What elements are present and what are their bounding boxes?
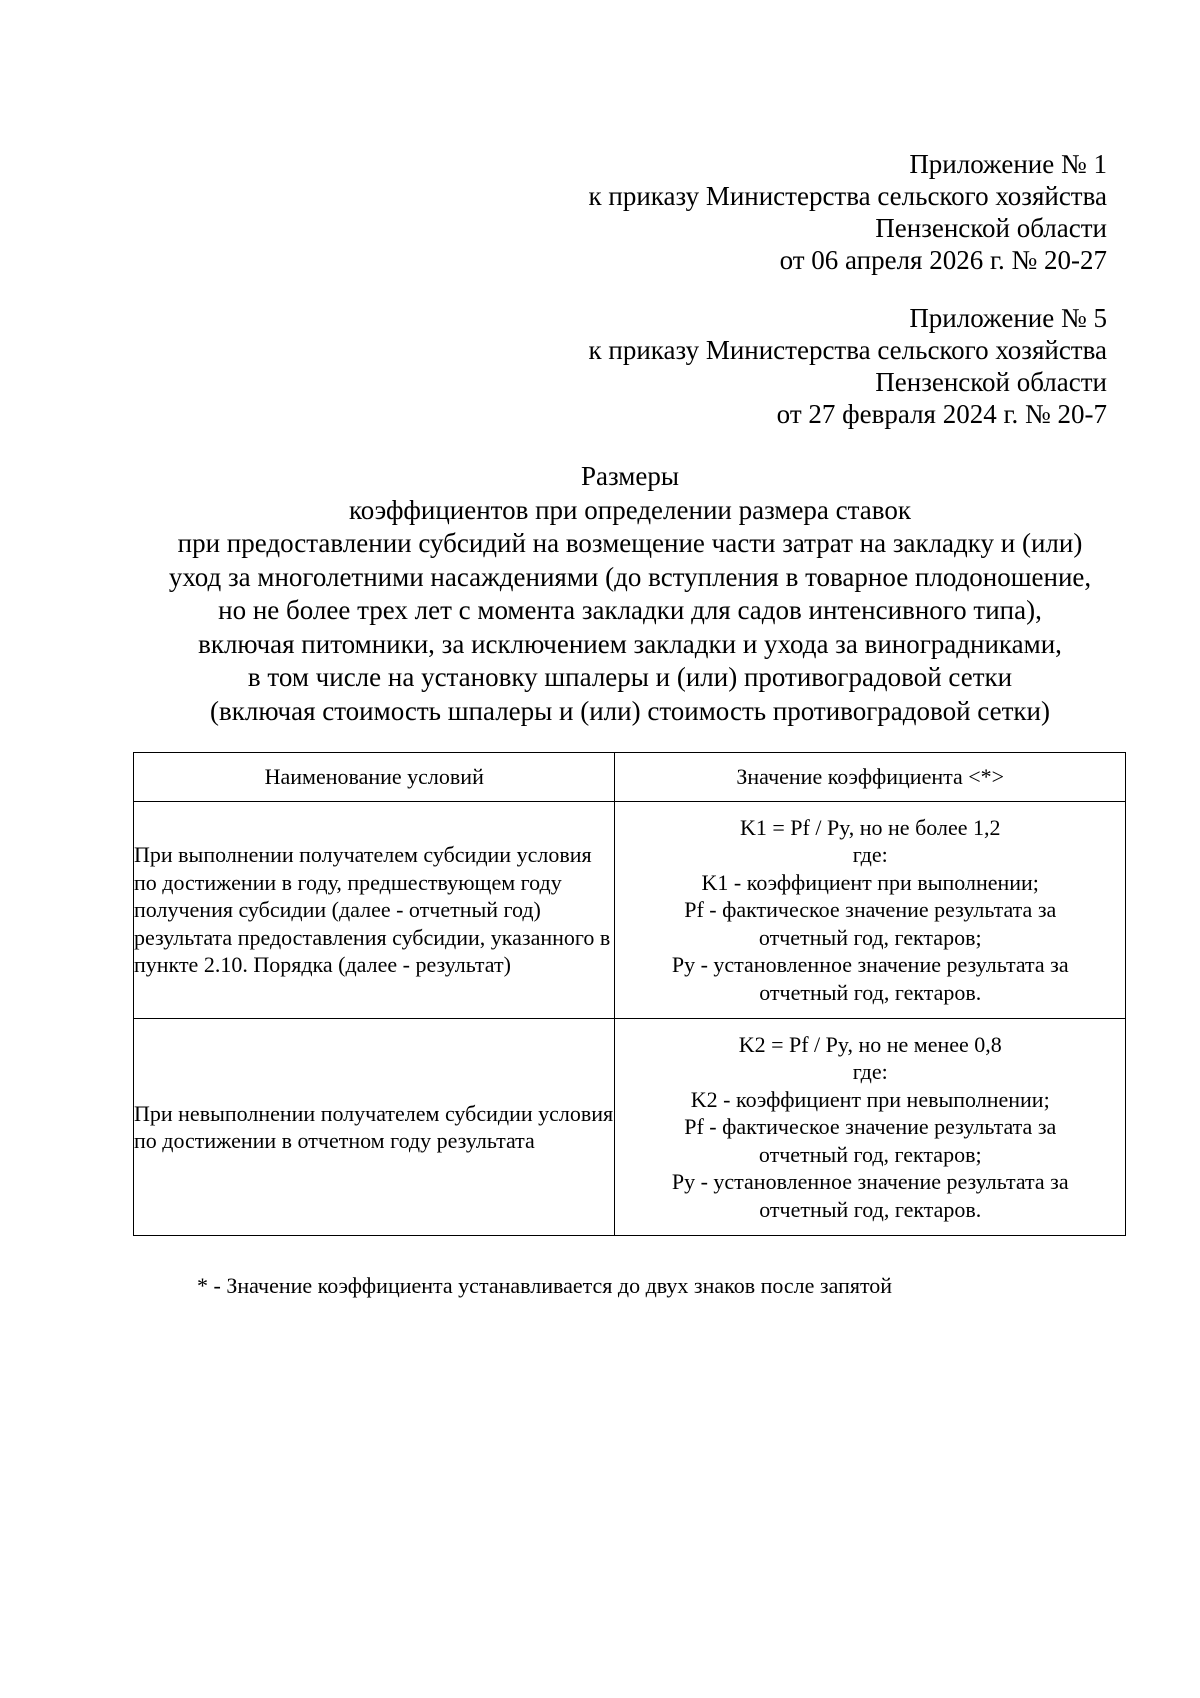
coefficient-line: Py - установленное значение результата за bbox=[671, 1169, 1069, 1195]
appendix-5-line: от 27 февраля 2024 г. № 20-7 bbox=[776, 399, 1107, 429]
title-line: при предоставлении субсидий на возмещение части затрат на закладку и (или) bbox=[177, 528, 1083, 558]
title-line: но не более трех лет с момента закладки для садов интенсивного типа), bbox=[218, 595, 1042, 625]
title-line: Размеры bbox=[581, 461, 679, 491]
title-line: уход за многолетними насаждениями (до вступления в товарное плодоношение, bbox=[168, 561, 1092, 592]
condition-cell: При невыполнении получателем субсидии условия по достижении в отчетном году результата bbox=[134, 1019, 615, 1236]
table-header-row bbox=[134, 753, 1126, 802]
table-row bbox=[134, 1019, 1126, 1236]
coefficient-line: Py - установленное значение результата за bbox=[671, 952, 1069, 978]
coefficient-formula: K1 = Pf / Py, но не более 1,2 bbox=[739, 814, 1001, 840]
title-line: в том числе на установку шпалеры и (или) противоградовой сетки bbox=[247, 662, 1013, 692]
coefficient-line: отчетный год, гектаров. bbox=[759, 1196, 982, 1222]
coefficient-line: отчетный год, гектаров; bbox=[758, 1141, 982, 1167]
appendix-1-line: от 06 апреля 2026 г. № 20-27 bbox=[779, 245, 1107, 275]
appendix-1-line: к приказу Министерства сельского хозяйства bbox=[588, 181, 1107, 211]
table-row bbox=[134, 802, 1126, 1019]
coefficient-line: Pf - фактическое значение результата за bbox=[684, 1114, 1057, 1140]
coefficient-cell bbox=[615, 1019, 1126, 1236]
coefficient-line: отчетный год, гектаров. bbox=[759, 979, 982, 1005]
title-line: коэффициентов при определении размера ставок bbox=[349, 494, 911, 525]
appendix-5-line: Приложение № 5 bbox=[909, 303, 1107, 333]
footnote: * - Значение коэффициента устанавливается до двух знаков после запятой bbox=[197, 1273, 893, 1298]
coefficient-formula: K2 = Pf / Py, но не менее 0,8 bbox=[738, 1031, 1002, 1057]
appendix-1-header bbox=[589, 148, 1107, 276]
condition-cell: При выполнении получателем субсидии условия по достижении в году, предшествующем году получения субсидии (далее - отчетный год) результата предоставления субсидии, указанного в пункте 2.10. Порядка (далее - результат) bbox=[134, 802, 615, 1019]
header-conditions: Наименование условий bbox=[134, 753, 615, 802]
appendix-1-line: Приложение № 1 bbox=[909, 149, 1107, 179]
appendix-1-line: Пензенской области bbox=[875, 213, 1107, 243]
header-coefficient-value: Значение коэффициента <*> bbox=[615, 753, 1126, 802]
coefficient-line: где: bbox=[852, 1059, 888, 1085]
title-line: включая питомники, за исключением закладки и ухода за виноградниками, bbox=[198, 628, 1062, 659]
appendix-5-header bbox=[589, 302, 1107, 430]
coefficient-line: K1 - коэффициент при выполнении; bbox=[701, 869, 1039, 895]
coefficient-line: K2 - коэффициент при невыполнении; bbox=[690, 1086, 1050, 1112]
appendix-5-line: Пензенской области bbox=[875, 367, 1107, 397]
appendix-5-line: к приказу Министерства сельского хозяйства bbox=[588, 335, 1107, 365]
coefficient-cell bbox=[615, 802, 1126, 1019]
coefficient-line: отчетный год, гектаров; bbox=[758, 924, 982, 950]
title-line: (включая стоимость шпалеры и (или) стоимость противоградовой сетки) bbox=[210, 695, 1050, 726]
coefficient-line: Pf - фактическое значение результата за bbox=[684, 897, 1057, 923]
document-title bbox=[100, 460, 1160, 728]
coefficient-table bbox=[133, 752, 1126, 1236]
coefficient-line: где: bbox=[852, 842, 888, 868]
